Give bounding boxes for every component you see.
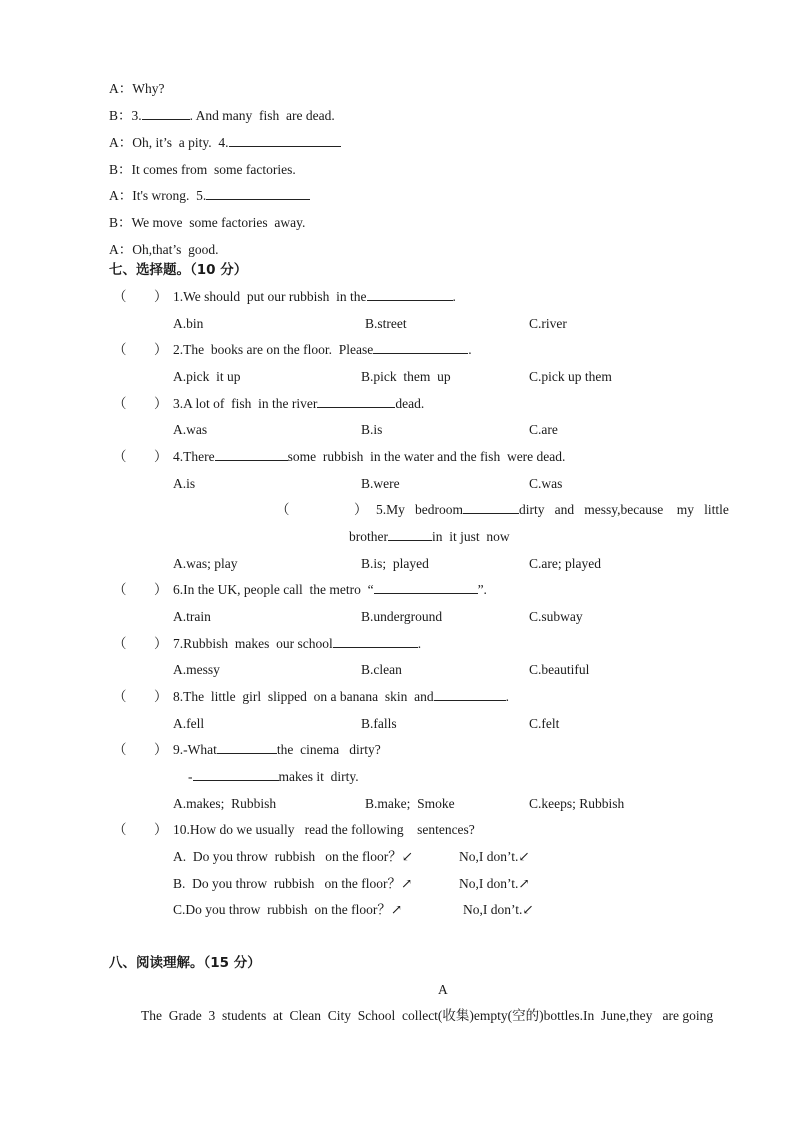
option-a-answer: No,I don’t.↙ <box>459 849 530 864</box>
answer-blank-4[interactable] <box>229 134 341 147</box>
answer-paren-9[interactable]: （ <box>113 742 127 757</box>
option-a[interactable]: A.bin <box>173 316 204 331</box>
blank[interactable] <box>373 341 468 354</box>
dialogue-text: It's wrong. 5. <box>132 188 207 203</box>
option-a[interactable]: A.fell <box>173 716 205 731</box>
option-b-answer: No,I don’t.↗ <box>459 876 530 891</box>
blank[interactable] <box>333 635 418 648</box>
blank[interactable] <box>463 501 519 514</box>
option-c[interactable]: C.keeps; Rubbish <box>529 796 625 811</box>
option-a[interactable]: A.makes; Rubbish <box>173 796 277 811</box>
question-9-line-2: - makes it dirty. <box>188 769 359 784</box>
option-b[interactable]: B.clean <box>361 662 402 677</box>
option-c[interactable]: C.was <box>529 476 563 491</box>
dialogue-text: We move some factories away. <box>131 215 306 230</box>
dialogue-line-5 <box>109 187 310 205</box>
question-2: 2.The books are on the floor. Please . <box>173 342 472 357</box>
option-a[interactable]: A.was; play <box>173 556 238 571</box>
option-b[interactable]: B.is <box>361 422 383 437</box>
answer-paren-6[interactable]: （ <box>113 582 127 597</box>
option-c[interactable]: C.river <box>529 316 567 331</box>
section-8-heading: 八、阅读理解。（15 分） <box>109 955 261 971</box>
question-7: 7.Rubbish makes our school . <box>173 636 422 651</box>
answer-paren-5[interactable]: （ <box>276 502 290 517</box>
option-a[interactable]: A.train <box>173 609 211 624</box>
question-3: 3.A lot of fish in the river dead. <box>173 396 425 411</box>
option-c[interactable]: C.pick up them <box>529 369 612 384</box>
answer-paren-8[interactable]: （ <box>113 689 127 704</box>
option-c[interactable]: C.felt <box>529 716 560 731</box>
option-c[interactable]: C.are; played <box>529 556 601 571</box>
option-b[interactable]: B.underground <box>361 609 443 624</box>
answer-paren-3[interactable]: （ <box>113 396 127 411</box>
answer-paren-7[interactable]: （ <box>113 636 127 651</box>
speaker: A： <box>109 242 133 257</box>
option-b[interactable]: B.were <box>361 476 400 491</box>
option-b[interactable]: B.make; Smoke <box>365 796 455 811</box>
answer-blank-5[interactable] <box>206 187 310 200</box>
option-b[interactable]: B.pick them up <box>361 369 451 384</box>
option-b[interactable]: B.street <box>365 316 407 331</box>
speaker: B： <box>109 215 132 230</box>
blank[interactable] <box>367 288 453 301</box>
dialogue-line-2 <box>109 107 335 125</box>
option-a[interactable]: A. Do you throw rubbish on the floor？↙ <box>173 849 414 864</box>
blank[interactable] <box>434 688 506 701</box>
answer-paren-2[interactable]: （ <box>113 342 127 357</box>
option-c[interactable]: C.Do you throw rubbish on the floor？↗ <box>173 902 403 917</box>
blank[interactable] <box>193 768 279 781</box>
dialogue-line-3 <box>109 134 341 152</box>
question-10: 10.How do we usually read the following sentences? <box>173 822 475 837</box>
answer-paren-4[interactable]: （ <box>113 449 127 464</box>
option-a[interactable]: A.is <box>173 476 196 491</box>
option-b[interactable]: B.is; played <box>361 556 429 571</box>
dialogue-text: Oh,that’s good. <box>132 242 219 257</box>
dialogue-text: It comes from some factories. <box>131 162 296 177</box>
option-c-answer: No,I don’t.↙ <box>463 902 534 917</box>
dialogue-text: Why? <box>132 81 165 96</box>
blank[interactable] <box>317 395 395 408</box>
question-6: 6.In the UK, people call the metro “ ”. <box>173 582 487 597</box>
dialogue-line-1 <box>109 80 164 98</box>
answer-paren-10[interactable]: （ <box>113 822 127 837</box>
answer-blank-3[interactable] <box>142 107 190 120</box>
answer-paren-1[interactable]: （ <box>113 289 127 304</box>
question-5-line-2: brother in it just now <box>349 529 510 544</box>
blank[interactable] <box>217 741 277 754</box>
dialogue-line-7 <box>109 241 219 259</box>
dialogue-line-4 <box>109 161 296 179</box>
dialogue-line-6 <box>109 214 305 232</box>
option-b[interactable]: B.falls <box>361 716 397 731</box>
speaker: B： <box>109 162 132 177</box>
speaker: A： <box>109 135 133 150</box>
blank[interactable] <box>374 581 478 594</box>
question-4: 4.There some rubbish in the water and the fish were dead. <box>173 449 566 464</box>
dialogue-text: 3. <box>131 108 142 123</box>
speaker: A： <box>109 81 133 96</box>
question-1: 1.We should put our rubbish in the . <box>173 289 456 304</box>
speaker: B： <box>109 108 132 123</box>
question-9: 9.-What the cinema dirty? <box>173 742 381 757</box>
question-8: 8.The little girl slipped on a banana skin and . <box>173 689 509 704</box>
option-c[interactable]: C.are <box>529 422 558 437</box>
blank[interactable] <box>388 528 432 541</box>
dialogue-text: . And many fish are dead. <box>189 108 335 123</box>
option-a[interactable]: A.pick it up <box>173 369 241 384</box>
option-a[interactable]: A.messy <box>173 662 220 677</box>
question-5: 5.My bedroom dirty and messy,because my little <box>376 502 729 517</box>
option-b[interactable]: B. Do you throw rubbish on the floor？↗ <box>173 876 413 891</box>
passage-title: A <box>438 982 448 997</box>
blank[interactable] <box>215 448 288 461</box>
dialogue-text: Oh, it’s a pity. 4. <box>132 135 229 150</box>
speaker: A： <box>109 188 133 203</box>
passage-text: The Grade 3 students at Clean City School collect(收集)empty(空的)bottles.In June,they are going <box>141 1008 714 1023</box>
section-7-heading: 七、选择题。（10 分） <box>109 262 248 278</box>
option-c[interactable]: C.subway <box>529 609 583 624</box>
option-c[interactable]: C.beautiful <box>529 662 590 677</box>
option-a[interactable]: A.was <box>173 422 208 437</box>
